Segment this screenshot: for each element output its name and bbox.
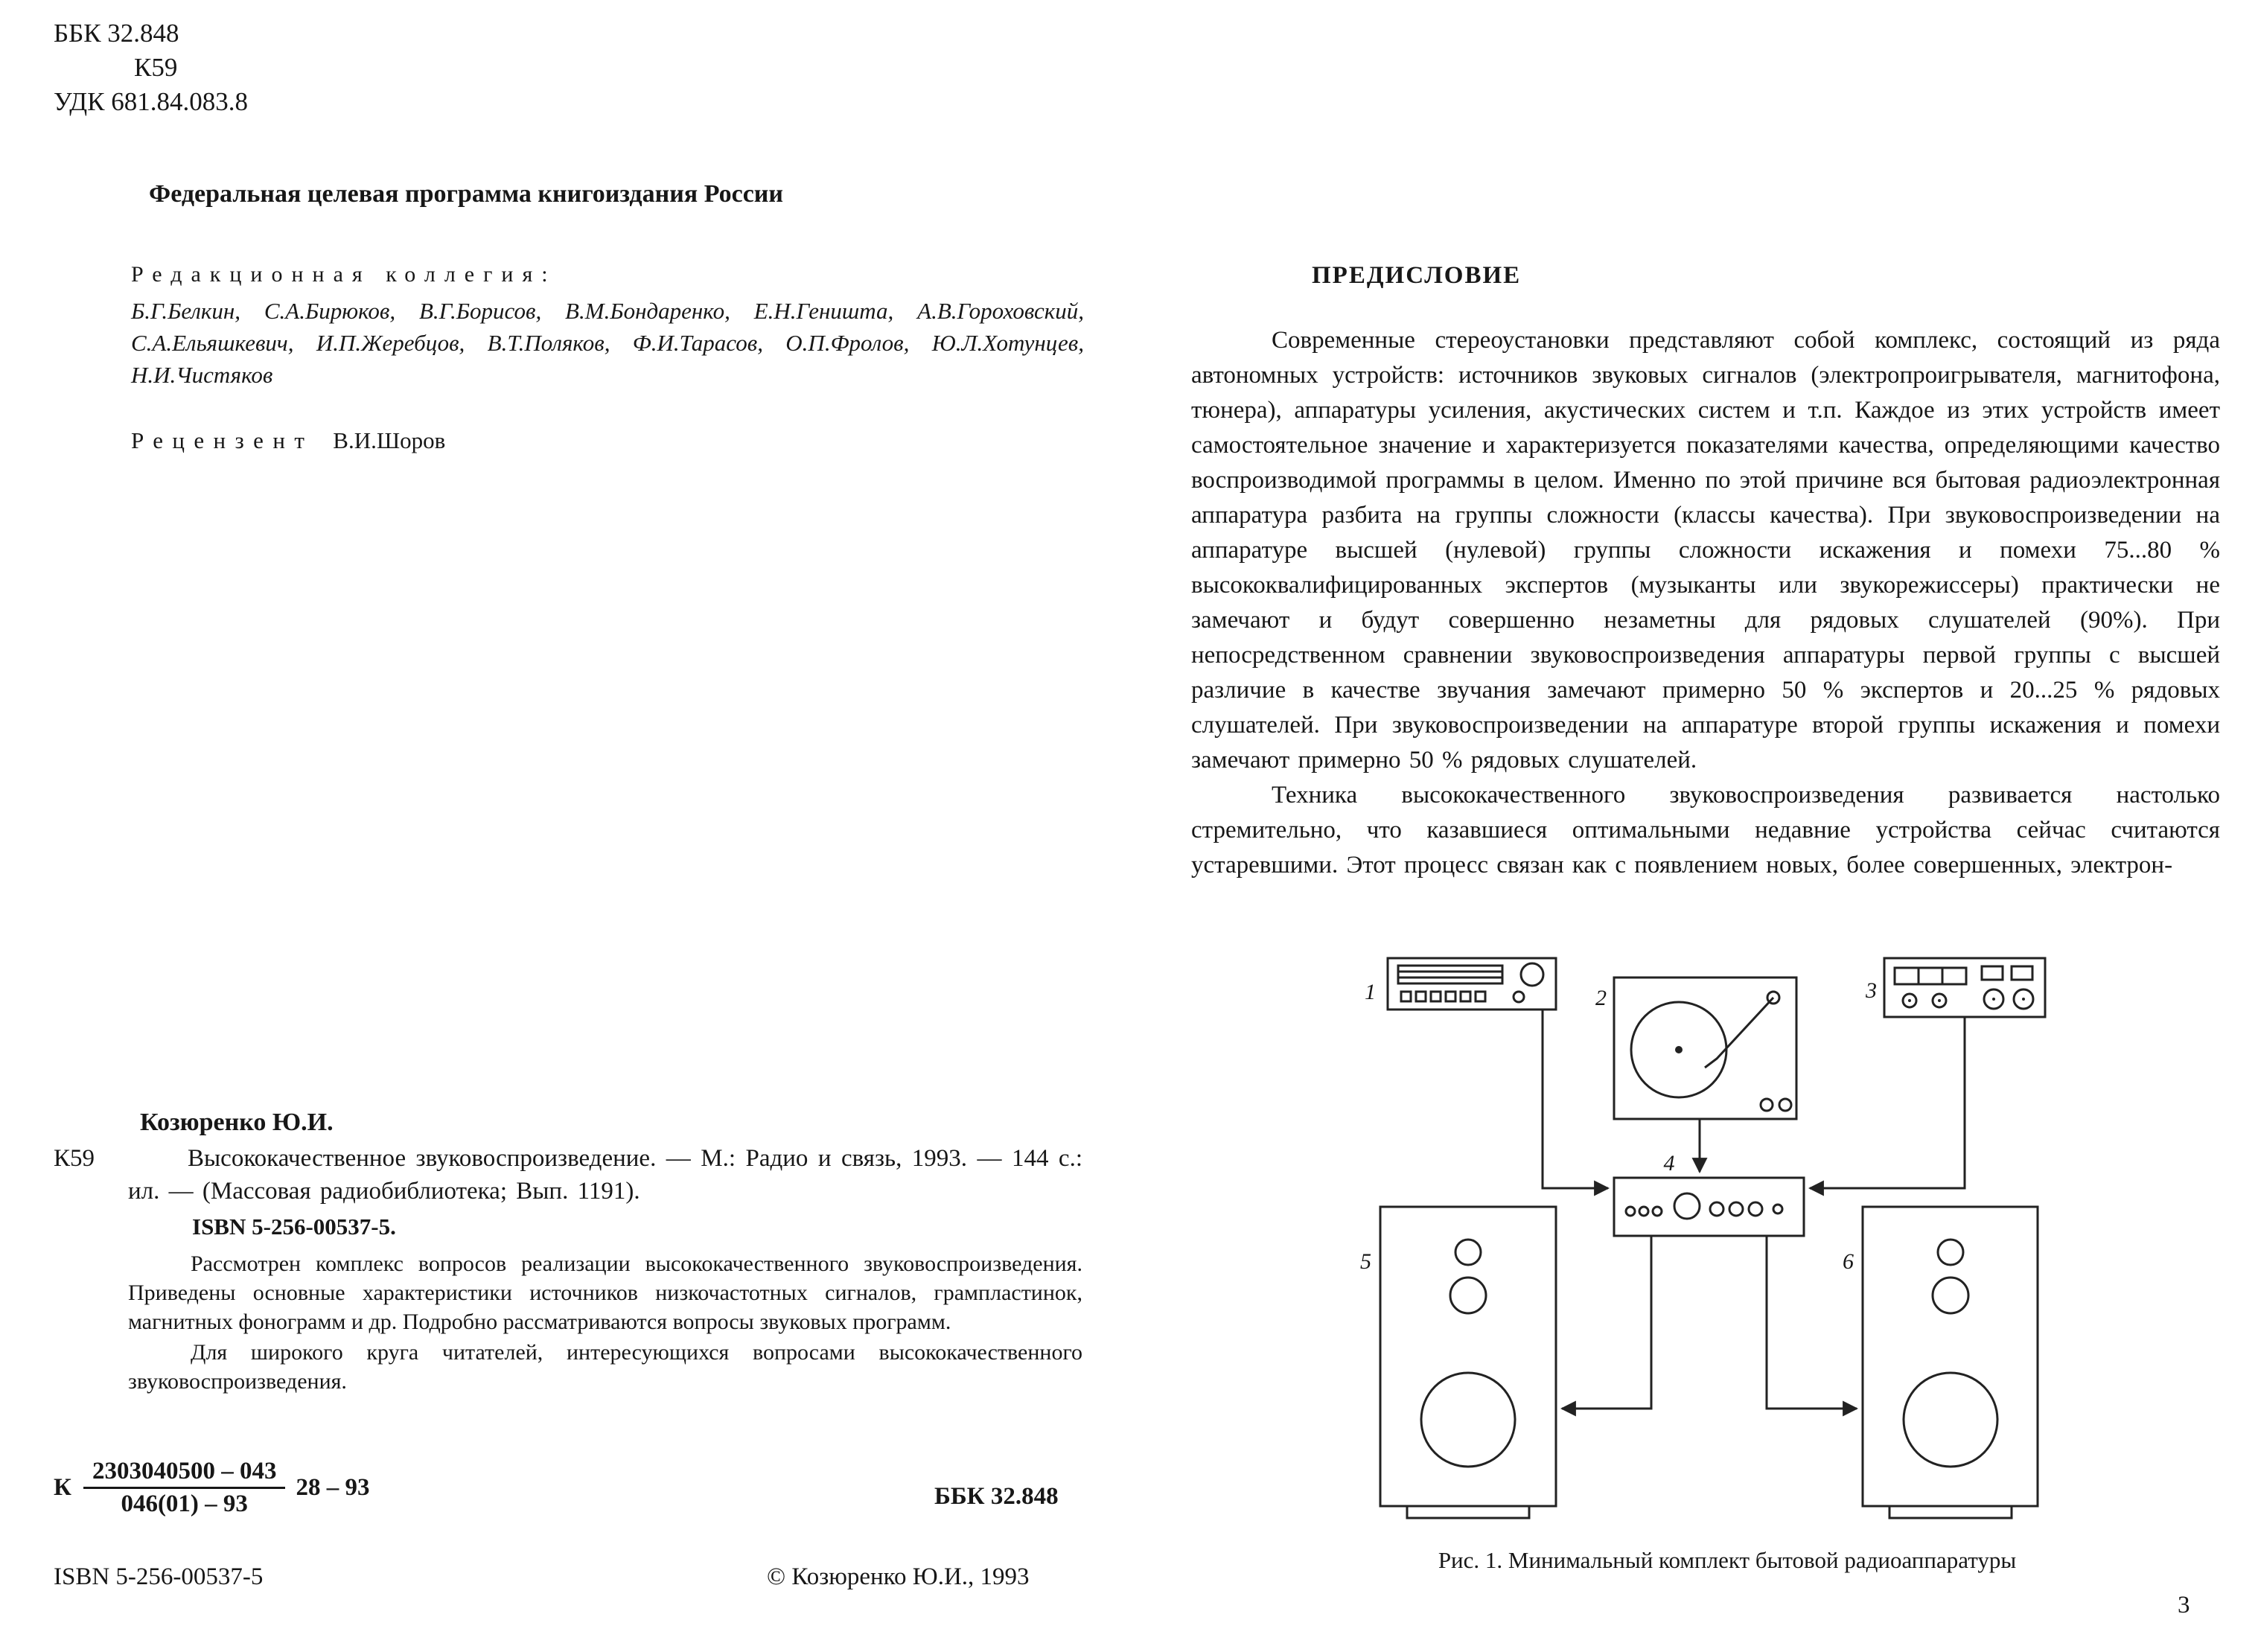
reviewer-line: [131, 427, 445, 454]
device-cassette-deck: [1884, 958, 2045, 1017]
connection-lines: [1543, 1010, 1965, 1409]
federal-program-title: Федеральная целевая программа книгоиздания России: [149, 180, 783, 208]
device-4-label: 4: [1663, 1151, 1675, 1176]
device-5-label: 5: [1360, 1249, 1371, 1274]
device-amplifier: [1614, 1178, 1804, 1236]
editorial-board-names: Б.Г.Белкин, С.А.Бирюков, В.Г.Борисов, В.М.Бондаренко, Е.Н.Геништа, А.В.Гороховский, С.А.Ельяшкевич, И.П.Жеребцов, В.Т.Поляков, Ф.И.Тарасов, О.П.Фролов, Ю.Л.Хотунцев, Н.И.Чистяков: [131, 298, 1084, 388]
author-mark: К59: [134, 53, 178, 82]
page-number: 3: [2178, 1592, 2190, 1618]
catalog-entry: [54, 1142, 1082, 1208]
formula-prefix: К: [54, 1474, 71, 1501]
preface-paragraph-2: Техника высококачественного звуковоспроизведения развивается настолько стремительно, что казавшиеся оптимальными недавние устройства сейчас считаются устаревшими. Этот процесс связан как с появлением новых, более совершенных, электрон-: [1191, 782, 2220, 878]
editorial-board: [131, 262, 1084, 391]
classification-codes: [54, 16, 248, 119]
preface-body: [1191, 323, 2220, 883]
preface-paragraph-1: Современные стереоустановки представляют собой комплекс, состоящий из ряда автономных устройств: источников звуковых сигналов (электропроигрывателя, магнитофона, тюнера), аппаратуры усиления, акустических систем и т.п. Каждое из этих устройств имеет самостоятельное значение и характеризуется показателями качества, определяющими качество воспроизводимой программы в целом. Именно по этой причине вся бытовая радиоэлектронная аппаратура разбита на группы сложности (классы качества). При звуковоспроизведении на аппаратуре высшей (нулевой) группы сложности искажения и помехи 75...80 % высококвалифицированных экспертов (музыканты или звукорежиссеры) практически не замечают и будут совершенно незаметны для рядовых слушателей (90%). При непосредственном сравнении звуковоспроизведения аппаратуры первой группы с высшей различие в качестве звучания замечают примерно 50 % экспертов и 20...25 % рядовых слушателей. При звуковоспроизведении на аппаратуре второй группы искажения и помехи замечают примерно 50 % рядовых слушателей.: [1191, 327, 2220, 774]
catalog-entry-code: К59: [54, 1145, 95, 1172]
bbk-code-bottom: ББК 32.848: [934, 1483, 1059, 1510]
device-2-label: 2: [1595, 986, 1607, 1010]
editorial-board-label: Редакционная коллегия:: [131, 262, 557, 287]
preface-heading: ПРЕДИСЛОВИЕ: [1312, 262, 1522, 289]
device-3-label: 3: [1866, 978, 1877, 1003]
figure-audio-equipment-diagram: [1333, 940, 2122, 1535]
udk-code: УДК 681.84.083.8: [54, 87, 248, 116]
catalog-entry-text: Высококачественное звуковоспроизведение. — М.: Радио и связь, 1993. — 144 с.: ил. — (Массовая радиобиблиотека; Вып. 1191).: [128, 1145, 1082, 1205]
figure-caption: Рис. 1. Минимальный комплект бытовой радиоаппаратуры: [1438, 1547, 2017, 1573]
formula-numerator: 2303040500 – 043: [83, 1458, 286, 1489]
catalog-formula: [54, 1458, 369, 1518]
device-turntable: [1614, 978, 1796, 1119]
bbk-code: ББК 32.848: [54, 19, 179, 48]
book-audience-note: Для широкого круга читателей, интересующихся вопросами высококачественного звуковоспроизведения.: [128, 1340, 1082, 1394]
book-author: Козюренко Ю.И.: [140, 1109, 334, 1136]
book-abstract: Рассмотрен комплекс вопросов реализации высококачественного звуковоспроизведения. Приведены основные характеристики источников низкочастотных сигналов, грампластинок, магнитных фонограмм и др. Подробно рассматриваются вопросы звуковых программ.: [128, 1251, 1082, 1334]
device-tuner: [1388, 958, 1556, 1010]
device-speaker-left: [1380, 1207, 1556, 1518]
device-6-label: 6: [1843, 1249, 1854, 1274]
reviewer-label: Рецензент: [131, 427, 314, 453]
reviewer-name: В.И.Шоров: [333, 427, 446, 453]
copyright-line: © Козюренко Ю.И., 1993: [767, 1563, 1030, 1590]
catalog-card: [54, 1106, 1082, 1396]
isbn-inner: ISBN 5-256-00537-5.: [192, 1214, 396, 1240]
formula-fraction: [83, 1458, 286, 1518]
formula-denominator: 046(01) – 93: [121, 1490, 248, 1517]
device-1-label: 1: [1365, 980, 1376, 1004]
device-speaker-right: [1863, 1207, 2038, 1518]
formula-suffix: 28 – 93: [296, 1474, 370, 1501]
isbn-bottom: ISBN 5-256-00537-5: [54, 1563, 264, 1590]
